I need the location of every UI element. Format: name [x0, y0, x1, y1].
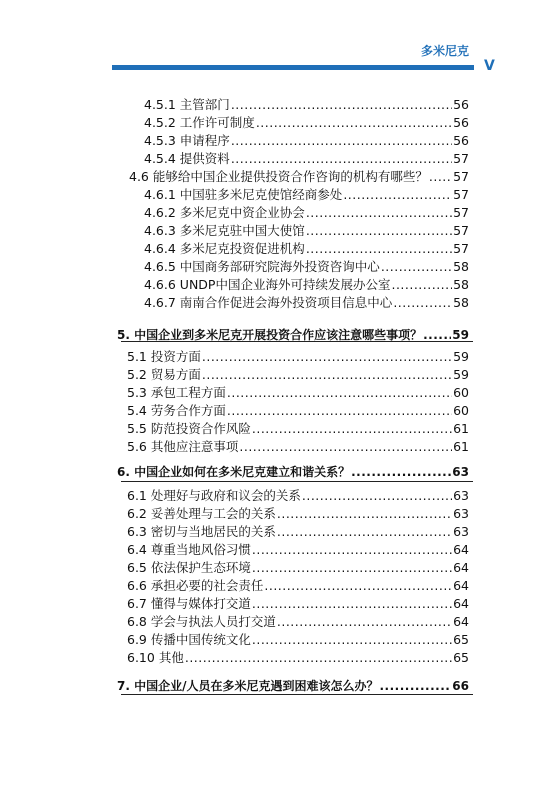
toc-entry-number: 4.6.4 [144, 241, 176, 256]
leader-dots [264, 578, 452, 594]
toc-entry-number: 5.1 [127, 349, 147, 364]
leader-dots [202, 349, 452, 365]
toc-entry-page: 58 [453, 259, 469, 274]
toc-entry-page: 59 [453, 349, 469, 364]
toc-entry[interactable] [144, 277, 469, 293]
toc-entry-number: 4.6 [129, 169, 149, 184]
leader-dots [185, 650, 452, 666]
toc-entry[interactable] [144, 205, 469, 221]
toc-entry-number: 4.6.7 [144, 295, 176, 310]
toc-entry-number: 6.7 [127, 596, 147, 611]
toc-entry[interactable] [127, 403, 469, 419]
toc-entry-page: 63 [453, 488, 469, 503]
toc-entry-title: 密切与当地居民的关系 [150, 524, 276, 539]
toc-entry-number: 4.5.1 [144, 97, 176, 112]
toc-entry-page: 64 [453, 560, 469, 575]
toc-entry-title: 懂得与媒体打交道 [150, 596, 251, 611]
leader-dots [306, 241, 452, 257]
toc-entry-title: 传播中国传统文化 [150, 632, 251, 647]
toc-entry-page: 57 [453, 151, 469, 166]
page-number: V [484, 58, 495, 74]
toc-entry-title: 其他 [158, 650, 184, 665]
toc-entry-number: 4.6.6 [144, 277, 176, 292]
toc-entry-title: 主管部门 [179, 97, 230, 112]
toc-entry-title: 提供资料 [179, 151, 230, 166]
toc-entry-page: 59 [453, 367, 469, 382]
leader-dots [306, 205, 452, 221]
leader-dots [381, 259, 452, 275]
toc-chapter-title: 中国企业/人员在多米尼克遇到困难该怎么办？ [134, 679, 379, 693]
toc-entry[interactable] [127, 542, 469, 558]
toc-entry-title: 南南合作促进会海外投资项目信息中心 [179, 295, 393, 310]
leader-dots [252, 596, 452, 612]
toc-entry-number: 6.10 [127, 650, 155, 665]
header-rule [112, 65, 474, 70]
toc-entry-number: 6.2 [127, 506, 147, 521]
toc-entry-page: 58 [453, 277, 469, 292]
leader-dots [429, 169, 452, 185]
leader-dots [380, 678, 452, 694]
toc-entry[interactable] [144, 259, 469, 275]
toc-entry[interactable] [127, 439, 469, 455]
toc-entry[interactable] [127, 349, 469, 365]
toc-entry-title: 申请程序 [179, 133, 230, 148]
toc-entry-page: 64 [453, 614, 469, 629]
toc-entry-title: UNDP中国企业海外可持续发展办公室 [179, 277, 391, 292]
leader-dots [277, 614, 452, 630]
toc-entry-page: 65 [453, 650, 469, 665]
toc-entry-page: 57 [453, 223, 469, 238]
toc-entry[interactable] [127, 560, 469, 576]
leader-dots [231, 133, 452, 149]
toc-entry[interactable] [144, 223, 469, 239]
toc-entry-number: 4.5.4 [144, 151, 176, 166]
leader-dots [227, 385, 452, 401]
toc-entry-number: 6.3 [127, 524, 147, 539]
toc-entry-number: 5.5 [127, 421, 147, 436]
leader-dots [391, 277, 452, 293]
leader-dots [302, 488, 452, 504]
toc-entry[interactable] [127, 578, 469, 594]
leader-dots [227, 403, 452, 419]
toc-entry[interactable] [144, 133, 469, 149]
toc-entry-title: 工作许可制度 [179, 115, 255, 130]
toc-entry-page: 65 [453, 632, 469, 647]
leader-dots [231, 151, 452, 167]
chapter-divider [121, 341, 473, 342]
toc-entry-title: 多米尼克投资促进机构 [179, 241, 305, 256]
toc-entry-title: 贸易方面 [150, 367, 201, 382]
toc-entry-title: 中国商务部研究院海外投资咨询中心 [179, 259, 380, 274]
toc-entry-page: 61 [453, 421, 469, 436]
toc-entry[interactable] [127, 524, 469, 540]
toc-entry[interactable] [129, 169, 469, 185]
toc-entry-page: 58 [453, 295, 469, 310]
toc-entry-title: 多米尼克中资企业协会 [179, 205, 305, 220]
toc-entry-number: 4.6.2 [144, 205, 176, 220]
toc-entry-page: 63 [453, 524, 469, 539]
toc-entry[interactable] [127, 488, 469, 504]
toc-entry-number: 6.9 [127, 632, 147, 647]
toc-entry-title: 防范投资合作风险 [150, 421, 251, 436]
toc-entry-number: 5.2 [127, 367, 147, 382]
toc-entry[interactable] [127, 650, 469, 666]
leader-dots [239, 439, 452, 455]
toc-entry-number: 6.1 [127, 488, 147, 503]
toc-entry-title: 其他应注意事项 [150, 439, 239, 454]
toc-entry-page: 57 [453, 187, 469, 202]
toc-entry-number: 5.3 [127, 385, 147, 400]
toc-entry-title: 学会与执法人员打交道 [150, 614, 276, 629]
leader-dots [252, 632, 452, 648]
toc-entry-number: 5.6 [127, 439, 147, 454]
toc-entry-title: 承担必要的社会责任 [150, 578, 264, 593]
leader-dots [343, 187, 452, 203]
leader-dots [306, 223, 452, 239]
toc-entry-page: 60 [453, 403, 469, 418]
toc-entry[interactable] [127, 367, 469, 383]
toc-chapter-7[interactable] [117, 678, 469, 694]
leader-dots [277, 524, 452, 540]
toc-entry-page: 64 [453, 596, 469, 611]
chapter-divider [121, 481, 473, 482]
toc-entry-title: 妥善处理与工会的关系 [150, 506, 276, 521]
toc-entry-title: 多米尼克驻中国大使馆 [179, 223, 305, 238]
toc-chapter-6[interactable] [117, 464, 469, 480]
leader-dots [252, 560, 452, 576]
toc-entry-number: 6.4 [127, 542, 147, 557]
toc-entry[interactable] [127, 506, 469, 522]
toc-entry-title: 中国驻多米尼克使馆经商参处 [179, 187, 343, 202]
running-header-title: 多米尼克 [420, 44, 469, 58]
toc-entry-title: 依法保护生态环境 [150, 560, 251, 575]
toc-entry-title: 能够给中国企业提供投资合作咨询的机构有哪些？ [152, 169, 428, 184]
toc-entry-page: 61 [453, 439, 469, 454]
toc-entry-number: 6.5 [127, 560, 147, 575]
toc-entry[interactable] [127, 614, 469, 630]
toc-entry-number: 4.6.1 [144, 187, 176, 202]
toc-entry-number: 5.4 [127, 403, 147, 418]
toc-entry-number: 6.8 [127, 614, 147, 629]
toc-entry[interactable] [144, 97, 469, 113]
toc-entry[interactable] [144, 151, 469, 167]
toc-entry[interactable] [144, 295, 469, 311]
toc-entry-page: 56 [453, 115, 469, 130]
toc-entry-title: 尊重当地风俗习惯 [150, 542, 251, 557]
toc-entry-page: 64 [453, 578, 469, 593]
leader-dots [252, 542, 452, 558]
toc-chapter-title: 中国企业到多米尼克开展投资合作应该注意哪些事项？ [134, 328, 423, 342]
toc-entry-page: 57 [453, 169, 469, 184]
toc-entry[interactable] [144, 241, 469, 257]
toc-entry-number: 4.5.2 [144, 115, 176, 130]
toc-entry-page: 60 [453, 385, 469, 400]
toc-chapter-page: 66 [452, 679, 469, 693]
toc-entry-number: 4.6.3 [144, 223, 176, 238]
toc-entry-page: 57 [453, 241, 469, 256]
toc-entry-title: 劳务合作方面 [150, 403, 226, 418]
leader-dots [256, 115, 452, 131]
toc-entry[interactable] [144, 115, 469, 131]
toc-entry-title: 投资方面 [150, 349, 201, 364]
toc-chapter-title: 中国企业如何在多米尼克建立和谐关系？ [134, 465, 351, 479]
toc-entry-page: 57 [453, 205, 469, 220]
toc-chapter-page: 59 [452, 328, 469, 342]
toc-entry[interactable] [127, 421, 469, 437]
toc-entry[interactable] [144, 187, 469, 203]
leader-dots [202, 367, 452, 383]
toc-chapter-page: 63 [452, 465, 469, 479]
toc-chapter-number: 7. [117, 679, 130, 693]
toc-entry-title: 处理好与政府和议会的关系 [150, 488, 301, 503]
leader-dots [393, 295, 452, 311]
toc-entry[interactable] [127, 596, 469, 612]
toc-entry-page: 56 [453, 97, 469, 112]
toc-entry-page: 64 [453, 542, 469, 557]
toc-chapter-number: 5. [117, 328, 130, 342]
toc-entry[interactable] [127, 632, 469, 648]
leader-dots [231, 97, 452, 113]
leader-dots [252, 421, 452, 437]
toc-chapter-number: 6. [117, 465, 130, 479]
toc-entry-number: 4.5.3 [144, 133, 176, 148]
toc-entry-title: 承包工程方面 [150, 385, 226, 400]
toc-entry[interactable] [127, 385, 469, 401]
toc-entry-page: 63 [453, 506, 469, 521]
leader-dots [277, 506, 452, 522]
toc-entry-page: 56 [453, 133, 469, 148]
chapter-divider [121, 694, 473, 695]
leader-dots [351, 464, 451, 480]
toc-entry-number: 6.6 [127, 578, 147, 593]
toc-entry-number: 4.6.5 [144, 259, 176, 274]
